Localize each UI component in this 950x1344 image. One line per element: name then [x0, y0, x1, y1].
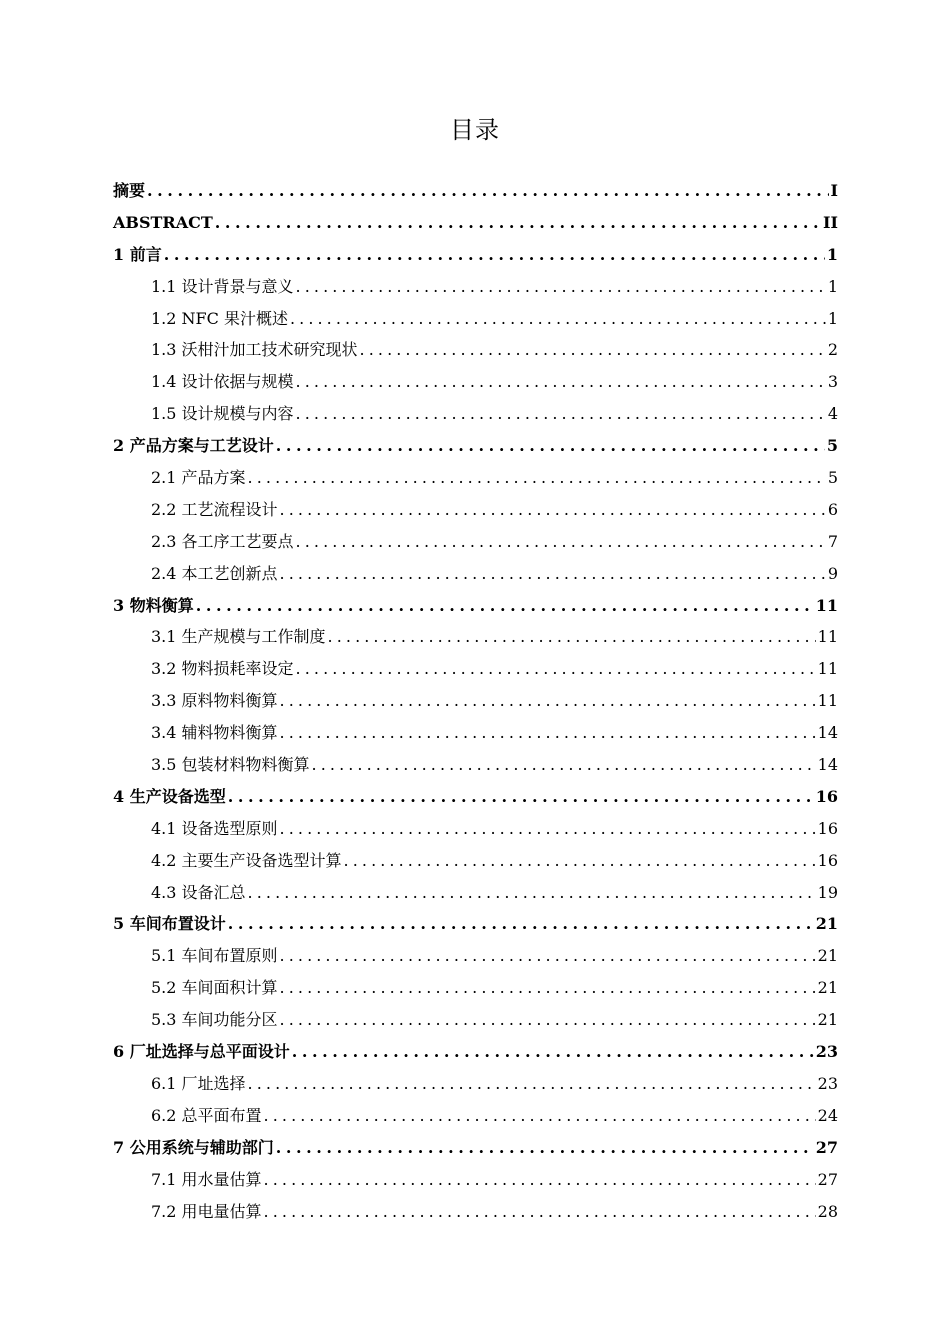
toc-entry-label: 1 前言 [113, 244, 162, 264]
toc-dot-leader [228, 781, 814, 813]
toc-dot-leader [344, 845, 816, 877]
toc-chapter-entry[interactable] [113, 1132, 838, 1164]
toc-entry-label: 1.1 设计背景与意义 [151, 276, 294, 296]
table-of-contents [113, 175, 838, 1227]
toc-section-entry[interactable] [113, 558, 838, 590]
toc-page-number: 28 [817, 1201, 838, 1221]
toc-dot-leader [248, 1068, 816, 1100]
toc-dot-leader [264, 1164, 816, 1196]
toc-entry-label: 7.1 用水量估算 [151, 1169, 262, 1189]
toc-page-number: 4 [827, 404, 838, 424]
toc-dot-leader [280, 717, 816, 749]
toc-section-entry[interactable] [113, 303, 838, 335]
toc-section-entry[interactable] [113, 685, 838, 717]
toc-dot-leader [280, 685, 816, 717]
toc-page-number: I [830, 181, 838, 200]
toc-dot-leader [296, 653, 816, 685]
toc-section-entry[interactable] [113, 621, 838, 653]
toc-section-entry[interactable] [113, 1196, 838, 1228]
toc-page-number: 7 [827, 531, 838, 551]
toc-section-entry[interactable] [113, 940, 838, 972]
toc-section-entry[interactable] [113, 366, 838, 398]
toc-section-entry[interactable] [113, 398, 838, 430]
toc-entry-label: 1.3 沃柑汁加工技术研究现状 [151, 340, 358, 360]
toc-chapter-entry[interactable] [113, 430, 838, 462]
toc-entry-label: 3 物料衡算 [113, 595, 194, 615]
toc-entry-label: 3.5 包装材料物料衡算 [151, 755, 310, 775]
toc-dot-leader [296, 526, 826, 558]
toc-chapter-entry[interactable] [113, 175, 838, 207]
toc-chapter-entry[interactable] [113, 1036, 838, 1068]
toc-entry-label: 6.2 总平面布置 [151, 1105, 262, 1125]
toc-page-number: 9 [827, 563, 838, 583]
toc-dot-leader [248, 462, 826, 494]
toc-page-number: 27 [815, 1137, 838, 1157]
toc-chapter-entry[interactable] [113, 781, 838, 813]
toc-page-number: 21 [815, 914, 838, 934]
toc-dot-leader [276, 430, 825, 462]
toc-section-entry[interactable] [113, 1068, 838, 1100]
toc-dot-leader [280, 972, 816, 1004]
toc-page-number: 16 [815, 786, 838, 806]
toc-dot-leader [280, 813, 816, 845]
toc-dot-leader [296, 366, 826, 398]
toc-entry-label: 4.2 主要生产设备选型计算 [151, 850, 342, 870]
toc-section-entry[interactable] [113, 271, 838, 303]
toc-dot-leader [228, 908, 814, 940]
toc-section-entry[interactable] [113, 334, 838, 366]
toc-dot-leader [280, 1004, 816, 1036]
toc-page-number: 23 [815, 1042, 838, 1062]
toc-entry-label: 7 公用系统与辅助部门 [113, 1137, 274, 1157]
toc-section-entry[interactable] [113, 749, 838, 781]
toc-entry-label: 3.4 辅料物料衡算 [151, 723, 278, 743]
page-title: 目录 [450, 116, 500, 144]
toc-section-entry[interactable] [113, 717, 838, 749]
toc-page-number: 11 [815, 595, 838, 615]
toc-dot-leader [292, 1036, 814, 1068]
toc-dot-leader [280, 558, 826, 590]
toc-dot-leader [264, 1196, 816, 1228]
toc-section-entry[interactable] [113, 877, 838, 909]
toc-section-entry[interactable] [113, 813, 838, 845]
toc-entry-label: 2.1 产品方案 [151, 468, 246, 488]
toc-entry-label: 3.1 生产规模与工作制度 [151, 627, 326, 647]
toc-entry-label: ABSTRACT [113, 212, 213, 232]
toc-dot-leader [280, 494, 826, 526]
toc-entry-label: 1.5 设计规模与内容 [151, 404, 294, 424]
toc-dot-leader [296, 271, 826, 303]
toc-page-number: 16 [817, 850, 838, 870]
toc-page-number: 14 [817, 755, 838, 775]
toc-page-number: 3 [827, 372, 838, 392]
toc-dot-leader [296, 398, 826, 430]
toc-page-number: 6 [827, 499, 838, 519]
toc-page-number: 11 [817, 691, 838, 711]
toc-page-number: 24 [817, 1105, 838, 1125]
toc-section-entry[interactable] [113, 1100, 838, 1132]
toc-entry-label: 4.3 设备汇总 [151, 882, 246, 902]
toc-page-number: 14 [817, 723, 838, 743]
toc-dot-leader [196, 590, 814, 622]
toc-dot-leader [328, 621, 816, 653]
toc-section-entry[interactable] [113, 1164, 838, 1196]
toc-section-entry[interactable] [113, 526, 838, 558]
toc-entry-label: 2.4 本工艺创新点 [151, 563, 278, 583]
toc-section-entry[interactable] [113, 653, 838, 685]
toc-section-entry[interactable] [113, 462, 838, 494]
toc-page-number: 21 [817, 946, 838, 966]
toc-chapter-entry[interactable] [113, 239, 838, 271]
toc-page-number: 23 [817, 1073, 838, 1093]
toc-entry-label: 5.2 车间面积计算 [151, 978, 278, 998]
toc-entry-label: 2.3 各工序工艺要点 [151, 531, 294, 551]
toc-dot-leader [280, 940, 816, 972]
toc-page-number: 2 [827, 340, 838, 360]
toc-dot-leader [215, 207, 821, 239]
toc-chapter-entry[interactable] [113, 908, 838, 940]
toc-dot-leader [276, 1132, 814, 1164]
toc-page-number: 1 [826, 244, 838, 264]
toc-page-number: 1 [827, 276, 838, 296]
toc-entry-label: 5.1 车间布置原则 [151, 946, 278, 966]
toc-dot-leader [312, 749, 816, 781]
toc-section-entry[interactable] [113, 972, 838, 1004]
toc-entry-label: 1.4 设计依据与规模 [151, 372, 294, 392]
toc-page-number: 1 [827, 308, 838, 328]
toc-page-number: 27 [817, 1169, 838, 1189]
toc-entry-label: 摘要 [113, 181, 146, 200]
toc-page-number: 5 [826, 436, 838, 456]
toc-page-number: 19 [817, 882, 838, 902]
toc-entry-label: 7.2 用电量估算 [151, 1201, 262, 1221]
toc-entry-label: 5.3 车间功能分区 [151, 1010, 278, 1030]
toc-dot-leader [164, 239, 825, 271]
toc-dot-leader [290, 303, 826, 335]
toc-entry-label: 3.3 原料物料衡算 [151, 691, 278, 711]
toc-page-number: 21 [817, 1010, 838, 1030]
toc-page-number: 11 [817, 627, 838, 647]
toc-dot-leader [360, 334, 826, 366]
toc-dot-leader [147, 175, 829, 207]
toc-page-number: 5 [827, 468, 838, 488]
toc-entry-label: 6.1 厂址选择 [151, 1073, 246, 1093]
toc-entry-label: 2.2 工艺流程设计 [151, 499, 278, 519]
toc-chapter-entry[interactable] [113, 590, 838, 622]
toc-dot-leader [264, 1100, 816, 1132]
toc-section-entry[interactable] [113, 1004, 838, 1036]
toc-entry-label: 2 产品方案与工艺设计 [113, 436, 274, 456]
toc-entry-label: 4 生产设备选型 [113, 786, 226, 806]
toc-dot-leader [248, 877, 816, 909]
toc-entry-label: 5 车间布置设计 [113, 914, 226, 934]
toc-entry-label: 3.2 物料损耗率设定 [151, 659, 294, 679]
toc-section-entry[interactable] [113, 845, 838, 877]
toc-page-number: 11 [817, 659, 838, 679]
toc-page-number: II [823, 212, 838, 232]
toc-page-number: 16 [817, 818, 838, 838]
toc-page-number: 21 [817, 978, 838, 998]
toc-entry-label: 4.1 设备选型原则 [151, 818, 278, 838]
toc-entry-label: 6 厂址选择与总平面设计 [113, 1042, 290, 1062]
toc-chapter-entry[interactable] [113, 207, 838, 239]
toc-section-entry[interactable] [113, 494, 838, 526]
toc-entry-label: 1.2 NFC 果汁概述 [151, 308, 288, 328]
